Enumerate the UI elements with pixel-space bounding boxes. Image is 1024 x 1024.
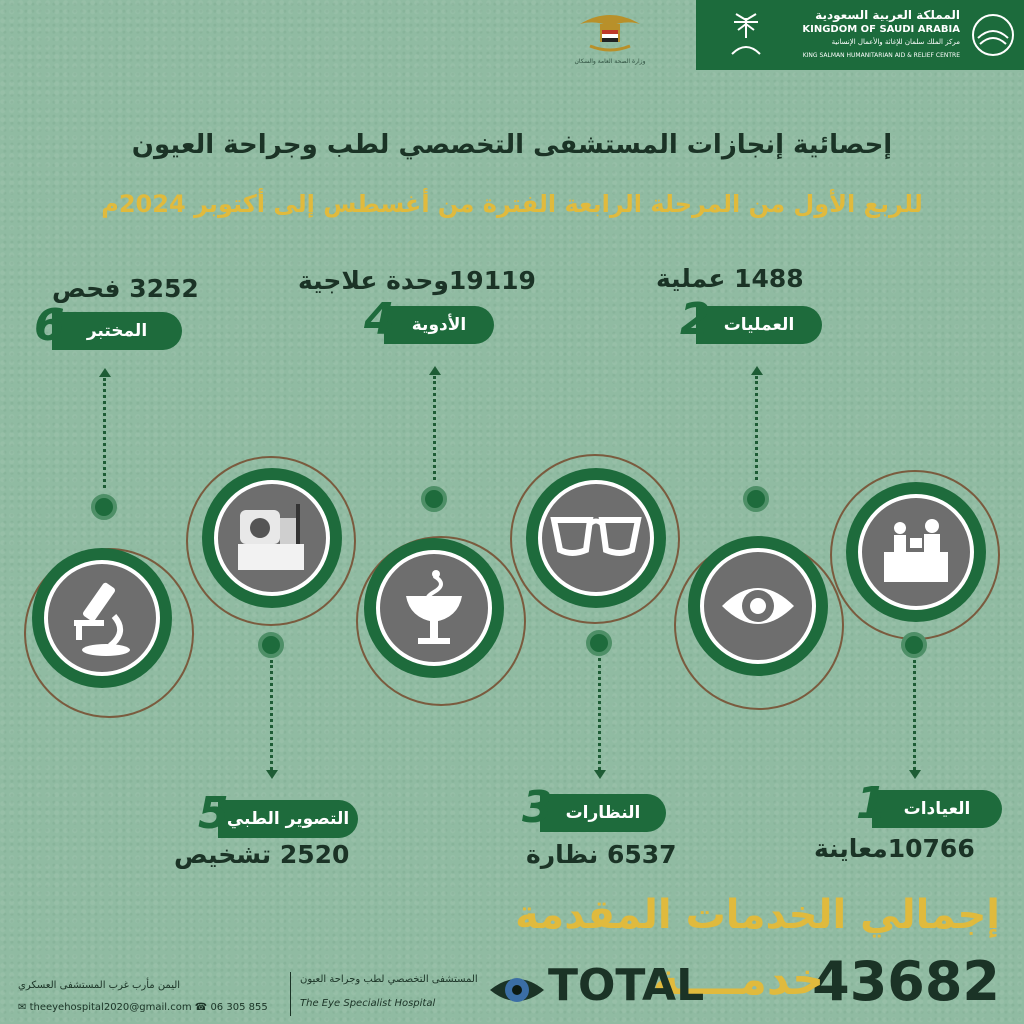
label-glasses: النظارات	[540, 794, 666, 832]
number-4: 4	[364, 294, 395, 345]
microscope-icon	[62, 576, 142, 660]
connector-dot	[258, 632, 284, 658]
ksrelief-logo-icon	[970, 12, 1016, 58]
email-icon: ✉	[18, 1002, 27, 1013]
clinic-icon	[876, 512, 956, 592]
connector-dot	[91, 494, 117, 520]
connector-line	[103, 378, 106, 488]
hospital-name-en: The Eye Specialist Hospital	[300, 998, 436, 1009]
total-value: 43682	[812, 950, 1000, 1013]
clinics-icon-disc	[858, 494, 974, 610]
connector-dot	[586, 630, 612, 656]
glasses-icon	[550, 514, 642, 558]
ksrelief-header	[696, 0, 1024, 70]
imaging-icon-disc	[214, 480, 330, 596]
medicines-icon-disc	[376, 550, 492, 666]
hospital-name-ar: المستشفى التخصصي لطب وجراحة العيون	[300, 974, 478, 985]
footer-contact	[18, 1002, 268, 1013]
connector-line	[598, 658, 601, 770]
arrow-down-icon	[909, 770, 921, 779]
ksa-name-ar: المملكة العربية السعودية	[815, 8, 960, 22]
connector-line	[755, 376, 758, 480]
ksa-name-en: KINGDOM OF SAUDI ARABIA	[802, 24, 960, 35]
ksrelief-name-ar: مركز الملك سلمان للإغاثة والأعمال الإنسانية	[831, 38, 960, 46]
number-3: 3	[522, 782, 553, 833]
yemen-emblem	[560, 6, 660, 70]
label-imaging: التصوير الطبي	[218, 800, 358, 838]
eye-icon	[718, 576, 798, 636]
connector-line	[433, 376, 436, 480]
operations-icon-disc	[700, 548, 816, 664]
total-label-en: TOTAL	[548, 960, 705, 1011]
stat-imaging: 2520 تشخيص	[174, 840, 350, 869]
connector-dot	[421, 486, 447, 512]
ksrelief-name-en: KING SALMAN HUMANITARIAN AID & RELIEF CENTRE	[802, 52, 960, 59]
page-title: إحصائية إنجازات المستشفى التخصصي لطب وجراحة العيون	[131, 130, 893, 160]
saudi-emblem-icon	[726, 10, 766, 60]
connector-dot	[743, 486, 769, 512]
arrow-down-icon	[594, 770, 606, 779]
arrow-up-icon	[751, 366, 763, 375]
pharmacy-icon	[400, 566, 468, 650]
label-clinics: العيادات	[872, 790, 1002, 828]
total-unit-ar: خدمــــة	[652, 954, 824, 1005]
connector-line	[270, 660, 273, 770]
stat-glasses: 6537 نظارة	[526, 840, 677, 869]
stat-lab: 3252 فحص	[52, 274, 199, 303]
label-medicines: الأدوية	[384, 306, 494, 344]
ministry-caption: وزارة الصحة العامة والسكان	[574, 58, 646, 65]
hospital-email[interactable]: theeyehospital2020@gmail.com	[29, 1002, 192, 1013]
stat-operations: 1488 عملية	[656, 264, 804, 293]
total-label-ar: إجمالي الخدمات المقدمة	[515, 892, 1000, 938]
connector-dot	[901, 632, 927, 658]
footer-divider	[290, 972, 291, 1016]
connector-line	[913, 660, 916, 770]
lab-icon-disc	[44, 560, 160, 676]
page-subtitle: للربع الأول من المرحلة الرابعة الفترة من أغسطس إلى أكتوبر 2024م	[101, 190, 923, 218]
stat-clinics: 10766معاينة	[814, 834, 975, 863]
arrow-down-icon	[266, 770, 278, 779]
number-5: 5	[198, 788, 229, 839]
hospital-location: اليمن مأرب غرب المستشفى العسكري	[18, 980, 181, 991]
stat-medicines: 19119وحدة علاجية	[298, 266, 536, 295]
eagle-emblem-icon	[560, 6, 660, 58]
number-6: 6	[34, 300, 65, 351]
number-2: 2	[680, 294, 711, 345]
label-operations: العمليات	[696, 306, 822, 344]
label-lab: المختبر	[52, 312, 182, 350]
number-1: 1	[856, 778, 887, 829]
hospital-phone[interactable]: 06 305 855	[210, 1002, 268, 1013]
arrow-up-icon	[429, 366, 441, 375]
glasses-icon-disc	[538, 480, 654, 596]
imaging-device-icon	[230, 498, 314, 578]
arrow-up-icon	[99, 368, 111, 377]
hospital-eye-logo-icon	[488, 966, 546, 1016]
phone-icon: ☎	[194, 1002, 208, 1013]
